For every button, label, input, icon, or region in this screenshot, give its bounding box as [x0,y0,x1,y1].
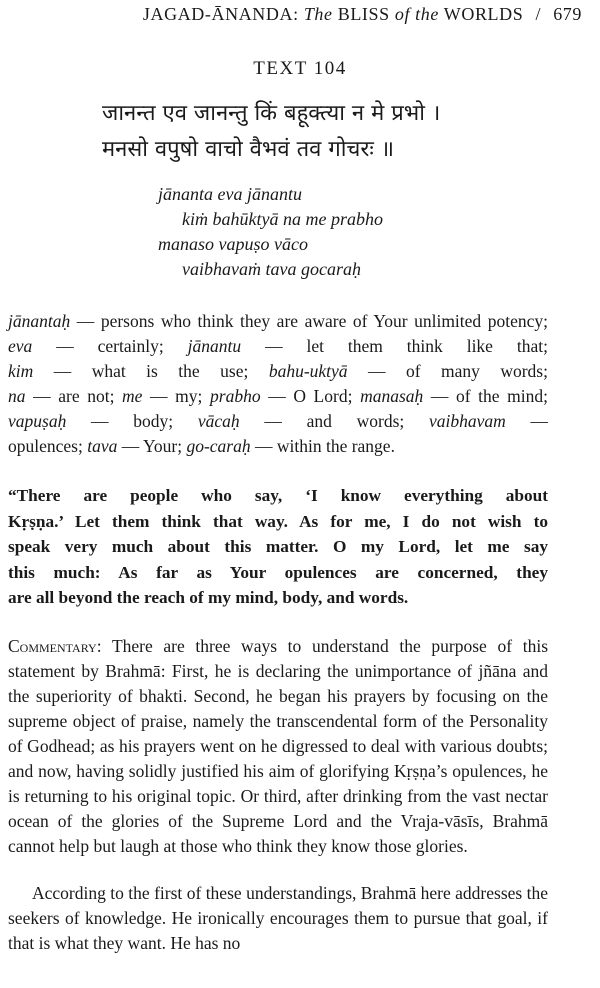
commentary-text: There are three ways to understand the purpose of this statement by Brahmā: First, he is declaring the unimportance of jñāna and the superiority of bhakti. Second, he began his prayers by focusing on the supreme object of praise, namely the transcendental form of the Personality of Godhead; as his prayers went on he digressed to deal with various doubts; and now, having solidly justified his aim of glorifying Kṛṣṇa’s opulences, he is returning to his original topic. Or third, after drinking from the vast nectar ocean of the glories of the Supreme Lord and the Vraja-vāsīs, Brahmā cannot help but laugh at those who think they know those glories. [8,636,549,856]
synonyms-line: vapuṣaḥ — body; vācaḥ — and words; vaibhavam — [8,411,549,431]
translit-line: jānanta eva jānantu [158,184,302,204]
paragraph [8,881,548,956]
synonyms-line: opulences; tava — Your; go-caraḥ — within the range. [8,436,395,456]
translation-line: this much: As far as Your opulences are concerned, they [8,562,548,582]
translation-line: “There are people who say, ‘I know everything about [8,486,548,505]
verse-transliteration [158,182,383,282]
page-number: 679 [553,4,582,24]
translit-line: manaso vapuṣo vāco [158,234,308,254]
commentary-label: Commentary [8,636,97,656]
running-head: JAGAD-ĀNANDA: The BLISS of the WORLDS / 679 [142,4,582,24]
synonyms-line: jānantaḥ — persons who think they are aware of Your unlimited potency; [8,311,548,331]
synonyms-line: eva — certainly; jānantu — let them think like that; [8,336,548,356]
synonyms-line: na — are not; me — my; prabho — O Lord; manasaḥ — of the mind; [8,386,549,406]
translit-line: kiṁ bahūktyā na me prabho [182,209,383,229]
synonyms-line: kim — what is the use; bahu-uktyā — of many words; [8,361,548,381]
translation-line: Kṛṣṇa.’ Let them think that way. As for me, I do not wish to [8,511,548,531]
paragraph-text: According to the first of these understandings, Brahmā here addresses the seekers of knowledge. He ironically encourages them to pursue that goal, if that is what they want. He has no [8,883,548,953]
translation-line: are all beyond the reach of my mind, body, and words. [8,588,409,607]
verse-line: मनसो वपुषो वाचो वैभवं तव गोचरः ॥ [102,137,395,162]
verse-devanagari [102,96,440,168]
translation-line: speak very much about this matter. O my Lord, let me say [8,537,548,556]
synonyms [8,309,548,459]
commentary: Commentary: There are three ways to understand the purpose of this statement by Brahmā: First, he is declaring the unimportance of jñāna and the superiority of bhakti. Second, he began his prayers by focusing on the supreme object of praise, namely the transcendental form of the Personality of Godhead; as his prayers went on he digressed to deal with various doubts; and now, having solidly justified his aim of glorifying Kṛṣṇa’s opulences, he is returning to his original topic. Or third, after drinking from the vast nectar ocean of the glories of the Supreme Lord and the Vraja-vāsīs, Brahmā cannot help but laugh at those who think they know those glories. [8,636,549,856]
verse-line: जानन्त एव जानन्तु किं बहूक्त्या न मे प्रभो । [102,101,441,126]
translit-line: vaibhavaṁ tava gocaraḥ [182,259,361,279]
translation [8,483,548,611]
text-number: TEXT 104 [253,58,347,79]
